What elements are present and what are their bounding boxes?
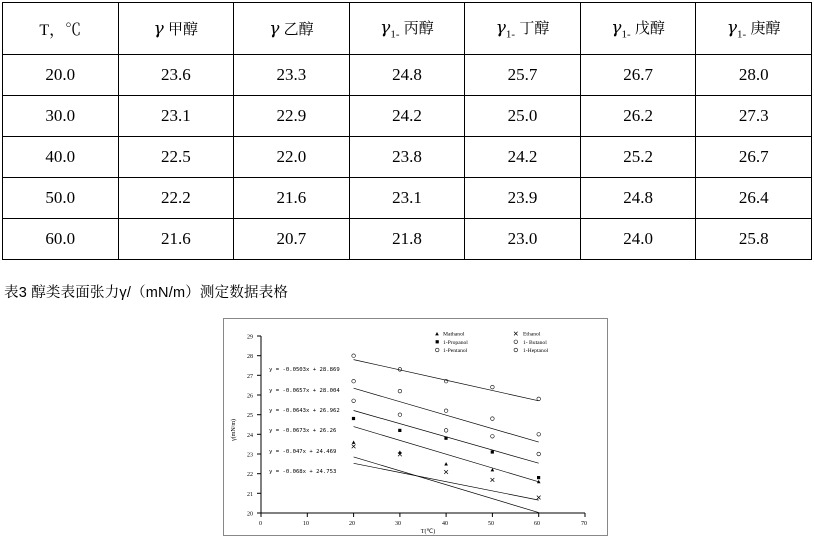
cell-propanol: 21.8 — [349, 219, 465, 260]
table-header — [3, 3, 812, 55]
svg-text:23: 23 — [247, 452, 253, 459]
header-cell-pentanol: $\gamma_{1-}$ 戊醇 — [580, 3, 696, 55]
legend-label-methanol: Mathanol — [443, 331, 465, 338]
cell-temperature: 30.0 — [3, 96, 119, 137]
cell-methanol: 22.5 — [118, 137, 234, 178]
cell-pentanol: 26.7 — [580, 55, 696, 96]
cell-heptanol: 26.7 — [696, 137, 812, 178]
header-cell-propanol: $\gamma_{1-}$ 丙醇 — [349, 3, 465, 55]
cell-temperature: 20.0 — [3, 55, 119, 96]
cell-temperature: 40.0 — [3, 137, 119, 178]
header-cell-temperature: T，℃ — [3, 3, 119, 55]
cell-butanol: 25.7 — [465, 55, 581, 96]
header-cell-ethanol: γ 乙醇 — [234, 3, 350, 55]
cell-ethanol: 22.9 — [234, 96, 350, 137]
chart-border — [224, 319, 608, 536]
equation-pentanol: y = -0.0657x + 28.004 — [269, 388, 340, 394]
svg-text:26: 26 — [247, 393, 253, 400]
y-axis-label: γ(mN/m) — [231, 419, 237, 441]
cell-propanol: 23.1 — [349, 178, 465, 219]
cell-propanol: 23.8 — [349, 137, 465, 178]
cell-pentanol: 26.2 — [580, 96, 696, 137]
cell-ethanol: 23.3 — [234, 55, 350, 96]
cell-heptanol: 27.3 — [696, 96, 812, 137]
cell-propanol: 24.8 — [349, 55, 465, 96]
cell-ethanol: 21.6 — [234, 178, 350, 219]
svg-text:28: 28 — [247, 354, 253, 361]
legend-label-butanol: 1- Butanol — [523, 339, 547, 346]
cell-butanol: 23.9 — [465, 178, 581, 219]
surface-tension-chart — [223, 318, 608, 536]
cell-temperature: 50.0 — [3, 178, 119, 219]
cell-methanol: 23.6 — [118, 55, 234, 96]
svg-text:30: 30 — [395, 521, 401, 527]
equation-propanol: y = -0.0673x + 26.26 — [269, 428, 337, 434]
svg-text:20: 20 — [247, 511, 253, 518]
cell-methanol: 21.6 — [118, 219, 234, 260]
svg-text:24: 24 — [247, 432, 253, 439]
header-cell-heptanol: $\gamma_{1-}$ 庚醇 — [696, 3, 812, 55]
table-row — [3, 178, 812, 219]
equation-ethanol: y = -0.068x + 24.753 — [269, 469, 337, 475]
cell-temperature: 60.0 — [3, 219, 119, 260]
equation-methanol: y = -0.047x + 24.469 — [269, 449, 337, 455]
equation-butanol: y = -0.0643x + 26.962 — [269, 408, 340, 414]
x-axis-label: T(℃) — [420, 529, 436, 535]
svg-text:70: 70 — [581, 521, 587, 527]
cell-heptanol: 25.8 — [696, 219, 812, 260]
svg-text:10: 10 — [303, 521, 309, 527]
table-row — [3, 96, 812, 137]
cell-methanol: 22.2 — [118, 178, 234, 219]
cell-propanol: 24.2 — [349, 96, 465, 137]
table-header-row — [3, 3, 812, 55]
svg-text:50: 50 — [488, 521, 494, 527]
svg-text:0: 0 — [259, 521, 262, 527]
surface-tension-table — [2, 2, 812, 260]
svg-text:20: 20 — [349, 521, 355, 527]
svg-text:60: 60 — [534, 521, 540, 527]
legend-label-heptanol: 1-Heptanol — [523, 348, 549, 354]
cell-heptanol: 26.4 — [696, 178, 812, 219]
table-row — [3, 219, 812, 260]
header-cell-methanol: γ 甲醇 — [118, 3, 234, 55]
table-row — [3, 137, 812, 178]
cell-butanol: 24.2 — [465, 137, 581, 178]
cell-butanol: 23.0 — [465, 219, 581, 260]
cell-methanol: 23.1 — [118, 96, 234, 137]
svg-text:29: 29 — [247, 334, 253, 341]
cell-butanol: 25.0 — [465, 96, 581, 137]
svg-text:40: 40 — [442, 521, 448, 527]
legend-label-ethanol: Ethanol — [523, 331, 541, 338]
header-cell-butanol: $\gamma_{1-}$ 丁醇 — [465, 3, 581, 55]
legend-label-propanol: 1-Propanol — [443, 339, 468, 346]
svg-text:21: 21 — [247, 491, 253, 498]
cell-pentanol: 24.8 — [580, 178, 696, 219]
legend-marker-propanol — [436, 340, 439, 343]
cell-ethanol: 22.0 — [234, 137, 350, 178]
cell-pentanol: 24.0 — [580, 219, 696, 260]
legend-label-pentanol: 1-Pentanol — [443, 348, 468, 354]
svg-text:27: 27 — [247, 373, 253, 380]
table-caption: 表3 醇类表面张力γ/（mN/m）测定数据表格 — [4, 285, 289, 301]
cell-heptanol: 28.0 — [696, 55, 812, 96]
svg-text:25: 25 — [247, 413, 253, 420]
table-row — [3, 55, 812, 96]
equation-heptanol: y = -0.0503x + 28.869 — [269, 367, 340, 373]
table-body — [3, 55, 812, 260]
cell-ethanol: 20.7 — [234, 219, 350, 260]
svg-text:22: 22 — [247, 472, 253, 479]
cell-pentanol: 25.2 — [580, 137, 696, 178]
